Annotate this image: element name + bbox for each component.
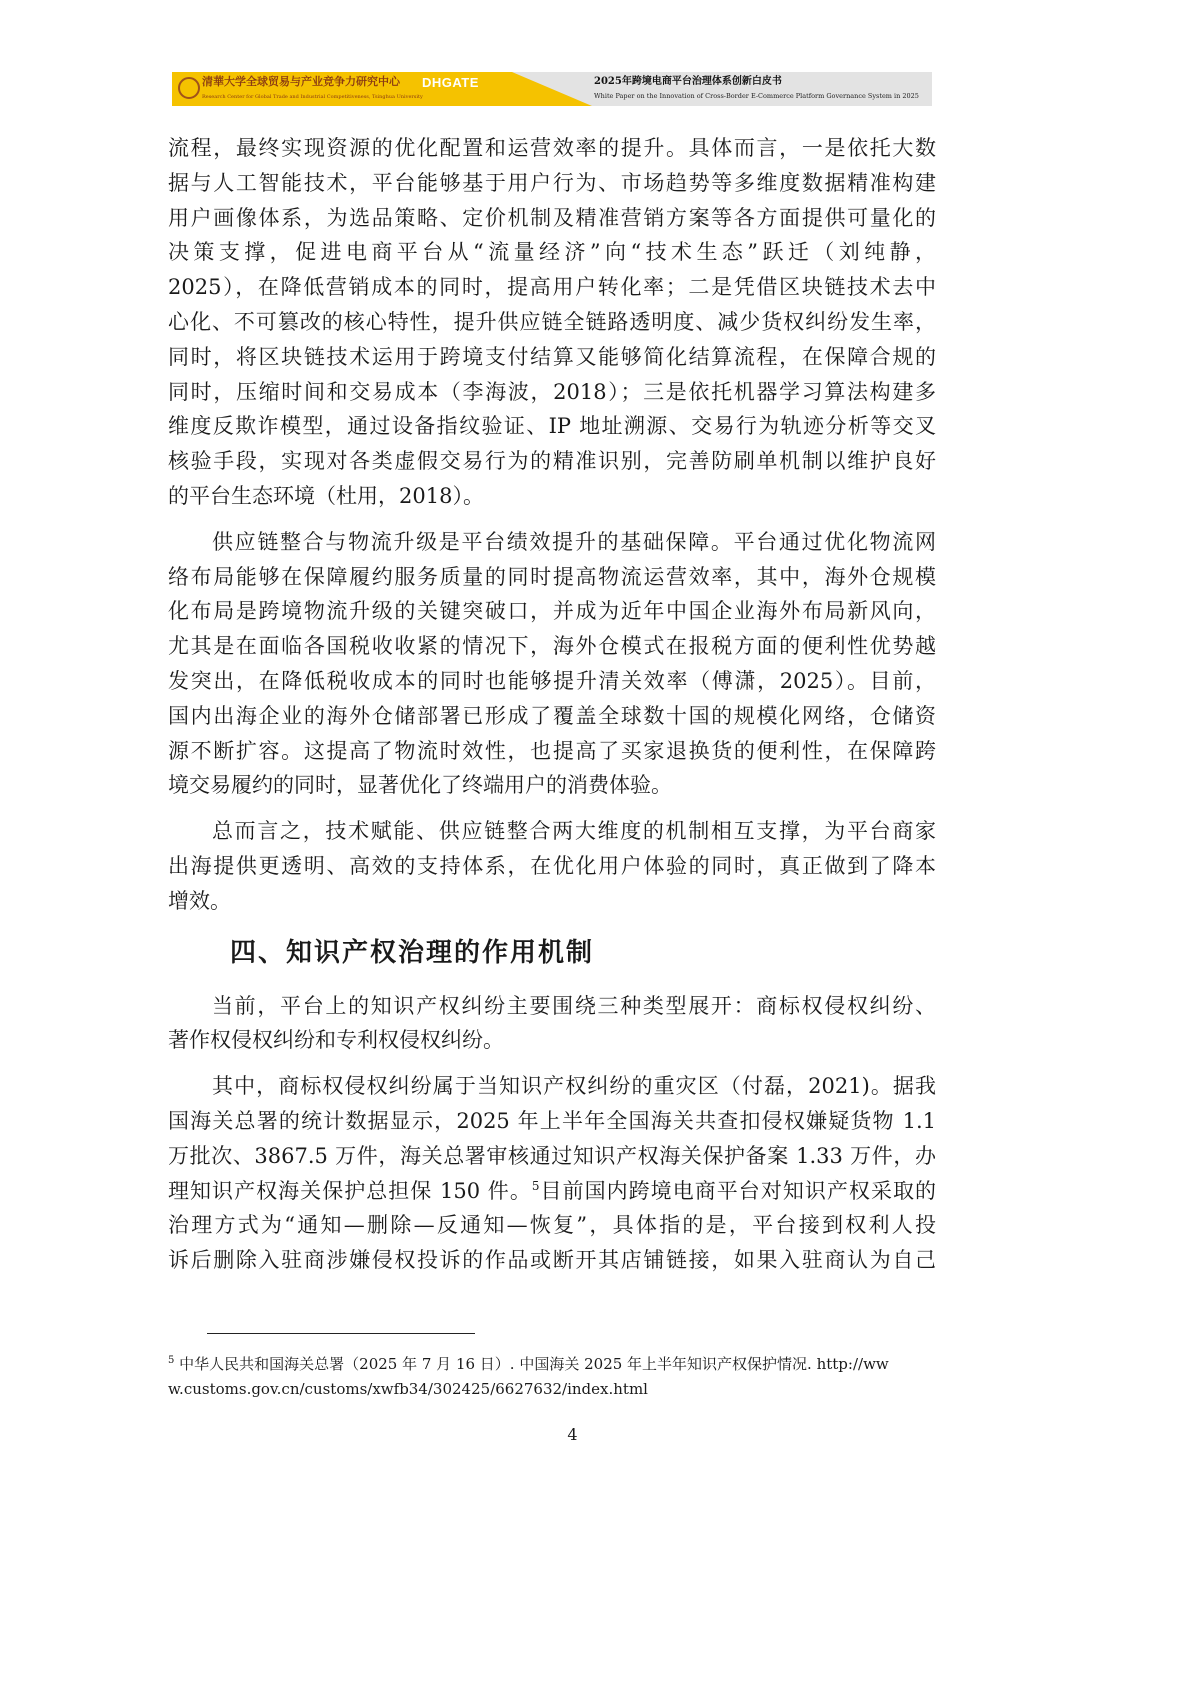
text-line: 心化、不可篡改的核心特性，提升供应链全链路透明度、减少货权纠纷发生率， — [168, 309, 936, 334]
text-line: 供应链整合与物流升级是平台绩效提升的基础保障。平台通过优化物流网 — [212, 529, 936, 554]
dhgate-logo: DHGATE — [422, 75, 479, 90]
paragraph-ip-disputes — [168, 989, 936, 1059]
text-line: 决策支撑，促进电商平台从“流量经济”向“技术生态”跃迁（刘纯静， — [168, 240, 936, 265]
text-line: 当前，平台上的知识产权纠纷主要围绕三种类型展开：商标权侵权纠纷、 — [212, 993, 936, 1018]
text-line: 源不断扩容。这提高了物流时效性，也提高了买家退换货的便利性，在保障跨 — [168, 738, 936, 763]
footnote-mark: 5 — [168, 1355, 175, 1366]
paragraph-supply-chain — [168, 525, 936, 803]
footnote-line-1: 中华人民共和国海关总署（2025 年 7 月 16 日）. 中国海关 2025 年上半年知识产权保护情况. http://ww — [179, 1355, 889, 1373]
text-line: 维度反欺诈模型，通过设备指纹验证、IP 地址溯源、交易行为轨迹分析等交叉 — [168, 414, 936, 439]
text-line: 据与人工智能技术，平台能够基于用户行为、市场趋势等多维度数据精准构建 — [168, 170, 936, 195]
paragraph-tech-enablement — [168, 131, 936, 514]
text-line: 境交易履约的同时，显著优化了终端用户的消费体验。 — [168, 773, 672, 798]
text-line: 著作权侵权纠纷和专利权侵权纠纷。 — [168, 1028, 504, 1053]
text-segment: 理知识产权海关保护总担保 150 件。 — [168, 1178, 532, 1203]
text-line: 万批次、3867.5 万件，海关总署审核通过知识产权海关保护备案 1.33 万件，办 — [168, 1143, 936, 1168]
text-line: 国内出海企业的海外仓储部署已形成了覆盖全球数十国的规模化网络，仓储资 — [168, 703, 936, 728]
text-line: 总而言之，技术赋能、供应链整合两大维度的机制相互支撑，为平台商家 — [212, 819, 936, 844]
paragraph-summary — [168, 814, 936, 918]
text-line: 的平台生态环境（杜用，2018）。 — [168, 483, 484, 508]
page-body — [168, 131, 936, 1289]
text-line: 络布局能够在保障履约服务质量的同时提高物流运营效率，其中，海外仓规模 — [168, 564, 936, 589]
footnote — [168, 1352, 938, 1402]
header-logo-cn: 清華大学全球贸易与产业竞争力研究中心 — [202, 75, 400, 88]
header-subtitle: White Paper on the Innovation of Cross-Border E-Commerce Platform Governance System in 2025 — [594, 92, 919, 100]
page-header — [172, 72, 932, 106]
text-line — [168, 1174, 936, 1209]
footnote-divider — [207, 1333, 475, 1334]
text-line: 出海提供更透明、高效的支持体系，在优化用户体验的同时，真正做到了降本 — [168, 853, 936, 878]
text-line: 发突出，在降低税收成本的同时也能够提升清关效率（傅潇，2025）。目前， — [168, 668, 936, 693]
header-title: 2025年跨境电商平台治理体系创新白皮书 — [594, 76, 782, 87]
text-line: 用户画像体系，为选品策略、定价机制及精准营销方案等各方面提供可量化的 — [168, 205, 936, 230]
university-seal-icon — [178, 77, 200, 99]
page-number: 4 — [567, 1425, 578, 1444]
text-segment: 目前国内跨境电商平台对知识产权采取的 — [539, 1178, 937, 1203]
footnote-line-2: w.customs.gov.cn/customs/xwfb34/302425/6627632/index.html — [168, 1380, 648, 1398]
text-line: 增效。 — [168, 888, 231, 913]
footnote-ref[interactable]: 5 — [531, 1178, 540, 1193]
paragraph-trademark — [168, 1069, 936, 1278]
text-line: 流程，最终实现资源的优化配置和运营效率的提升。具体而言，一是依托大数 — [168, 136, 936, 160]
text-line: 同时，将区块链技术运用于跨境支付结算又能够简化结算流程，在保障合规的 — [168, 344, 936, 369]
text-line: 治理方式为“通知—删除—反通知—恢复”，具体指的是，平台接到权利人投 — [168, 1213, 936, 1238]
text-line: 诉后删除入驻商涉嫌侵权投诉的作品或断开其店铺链接，如果入驻商认为自己 — [168, 1248, 936, 1273]
text-line: 核验手段，实现对各类虚假交易行为的精准识别，完善防刷单机制以维护良好 — [168, 449, 936, 474]
text-line: 尤其是在面临各国税收收紧的情况下，海外仓模式在报税方面的便利性优势越 — [168, 634, 936, 659]
text-line: 国海关总署的统计数据显示，2025 年上半年全国海关共查扣侵权嫌疑货物 1.1 — [168, 1108, 936, 1133]
text-line: 其中，商标权侵权纠纷属于当知识产权纠纷的重灾区（付磊，2021)。据我 — [212, 1074, 936, 1099]
text-line: 2025），在降低营销成本的同时，提高用户转化率；二是凭借区块链技术去中 — [168, 275, 936, 300]
header-logo-en: Research Center for Global Trade and Industrial Competitiveness, Tsinghua University — [202, 94, 423, 100]
text-line: 化布局是跨境物流升级的关键突破口，并成为近年中国企业海外布局新风向， — [168, 599, 936, 624]
section-heading: 四、知识产权治理的作用机制 — [230, 937, 595, 968]
text-line: 同时，压缩时间和交易成本（李海波，2018）；三是依托机器学习算法构建多 — [168, 379, 936, 404]
